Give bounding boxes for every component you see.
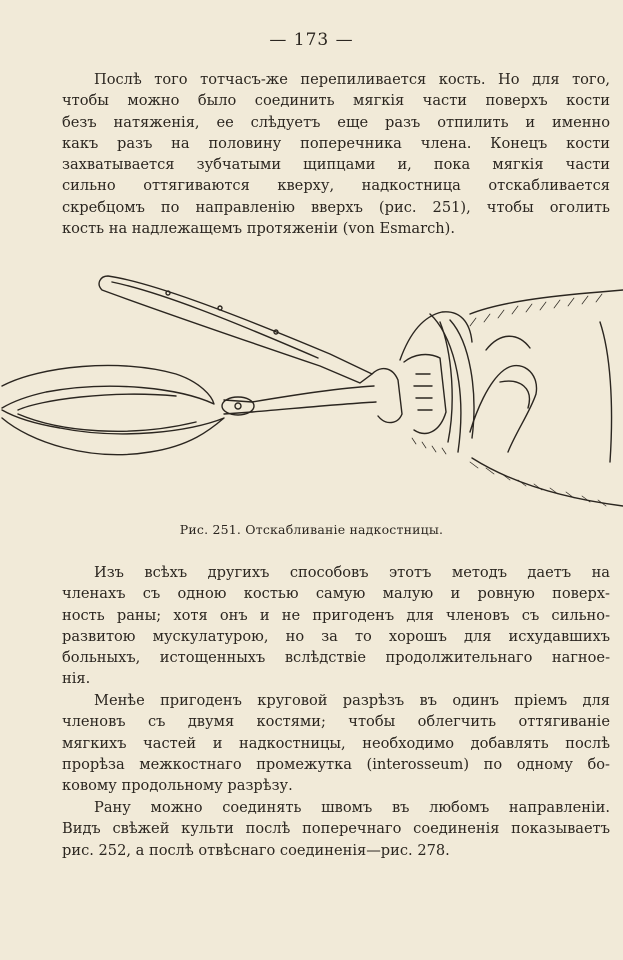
paragraph-amputation-bone	[62, 69, 610, 239]
forceps-ring-lower	[2, 410, 224, 455]
text-line: ность раны; хотя онъ и не пригоденъ для членовъ съ сильно-	[62, 606, 610, 624]
text-line: какъ разъ на половину поперечника члена. Конецъ кости	[62, 134, 610, 152]
text-line: Менѣе пригоденъ круговой разрѣзъ въ одинъ пріемъ для	[94, 692, 610, 709]
text-line: кость на надлежащемъ протяженіи (von Esmarch).	[62, 220, 456, 238]
retracting-hand	[470, 366, 537, 452]
text-line: Видъ свѣжей культи послѣ поперечнаго соединенія показываетъ	[62, 820, 610, 838]
text-line: чтобы можно было соединить мягкія части поверхъ кости	[62, 92, 610, 110]
paragraph-method-advantages	[62, 562, 610, 690]
text-line: скребцомъ по направленію вверхъ (рис. 251), чтобы оголить	[62, 198, 610, 216]
forceps-ring-upper	[2, 365, 214, 408]
text-line: членовъ съ двумя костями; чтобы облегчить оттягиваніе	[62, 713, 610, 731]
text-line: Послѣ того тотчасъ-же перепиливается кость. Но для того,	[94, 71, 610, 88]
text-line: Рану можно соединять швомъ въ любомъ направленіи.	[94, 799, 610, 816]
text-line: Изъ всѣхъ другихъ способовъ этотъ методъ даетъ на	[94, 564, 610, 581]
figure-251-illustration	[0, 262, 623, 522]
paragraph-wound-closure	[62, 797, 610, 861]
text-line: больныхъ, истощенныхъ вслѣдствіе продолжительнаго нагное-	[62, 649, 610, 667]
paragraph-circular-incision	[62, 690, 610, 796]
text-line: мягкихъ частей и надкостницы, необходимо добавлять послѣ	[62, 734, 610, 752]
text-line: захватывается зубчатыми щипцами и, пока мягкія части	[62, 156, 610, 174]
text-line: нія.	[62, 670, 91, 688]
limb-outline	[470, 290, 623, 314]
text-line: прорѣза межкостнаго промежутка (interosseum) по одному бо-	[62, 755, 610, 773]
text-line: развитою мускулатурою, но за то хорошъ для исхудавшихъ	[62, 627, 610, 645]
text-line: рис. 252, а послѣ отвѣснаго соединенія—рис. 278.	[62, 841, 450, 859]
text-line: членахъ съ одною костью самую малую и ровную поверх-	[62, 585, 610, 603]
page-number: — 173 —	[269, 30, 354, 50]
forceps-upper-handle-groove	[112, 282, 318, 358]
figure-caption: Рис. 251. Отскабливаніе надкостницы.	[179, 522, 444, 537]
bone-stump	[372, 369, 402, 423]
text-line: ковому продольному разрѣзу.	[62, 777, 293, 795]
text-line: сильно оттягиваются кверху, надкостница отскабливается	[62, 177, 610, 195]
text-line: безъ натяженія, ее слѣдуетъ еще разъ отпилить и именно	[62, 113, 610, 131]
